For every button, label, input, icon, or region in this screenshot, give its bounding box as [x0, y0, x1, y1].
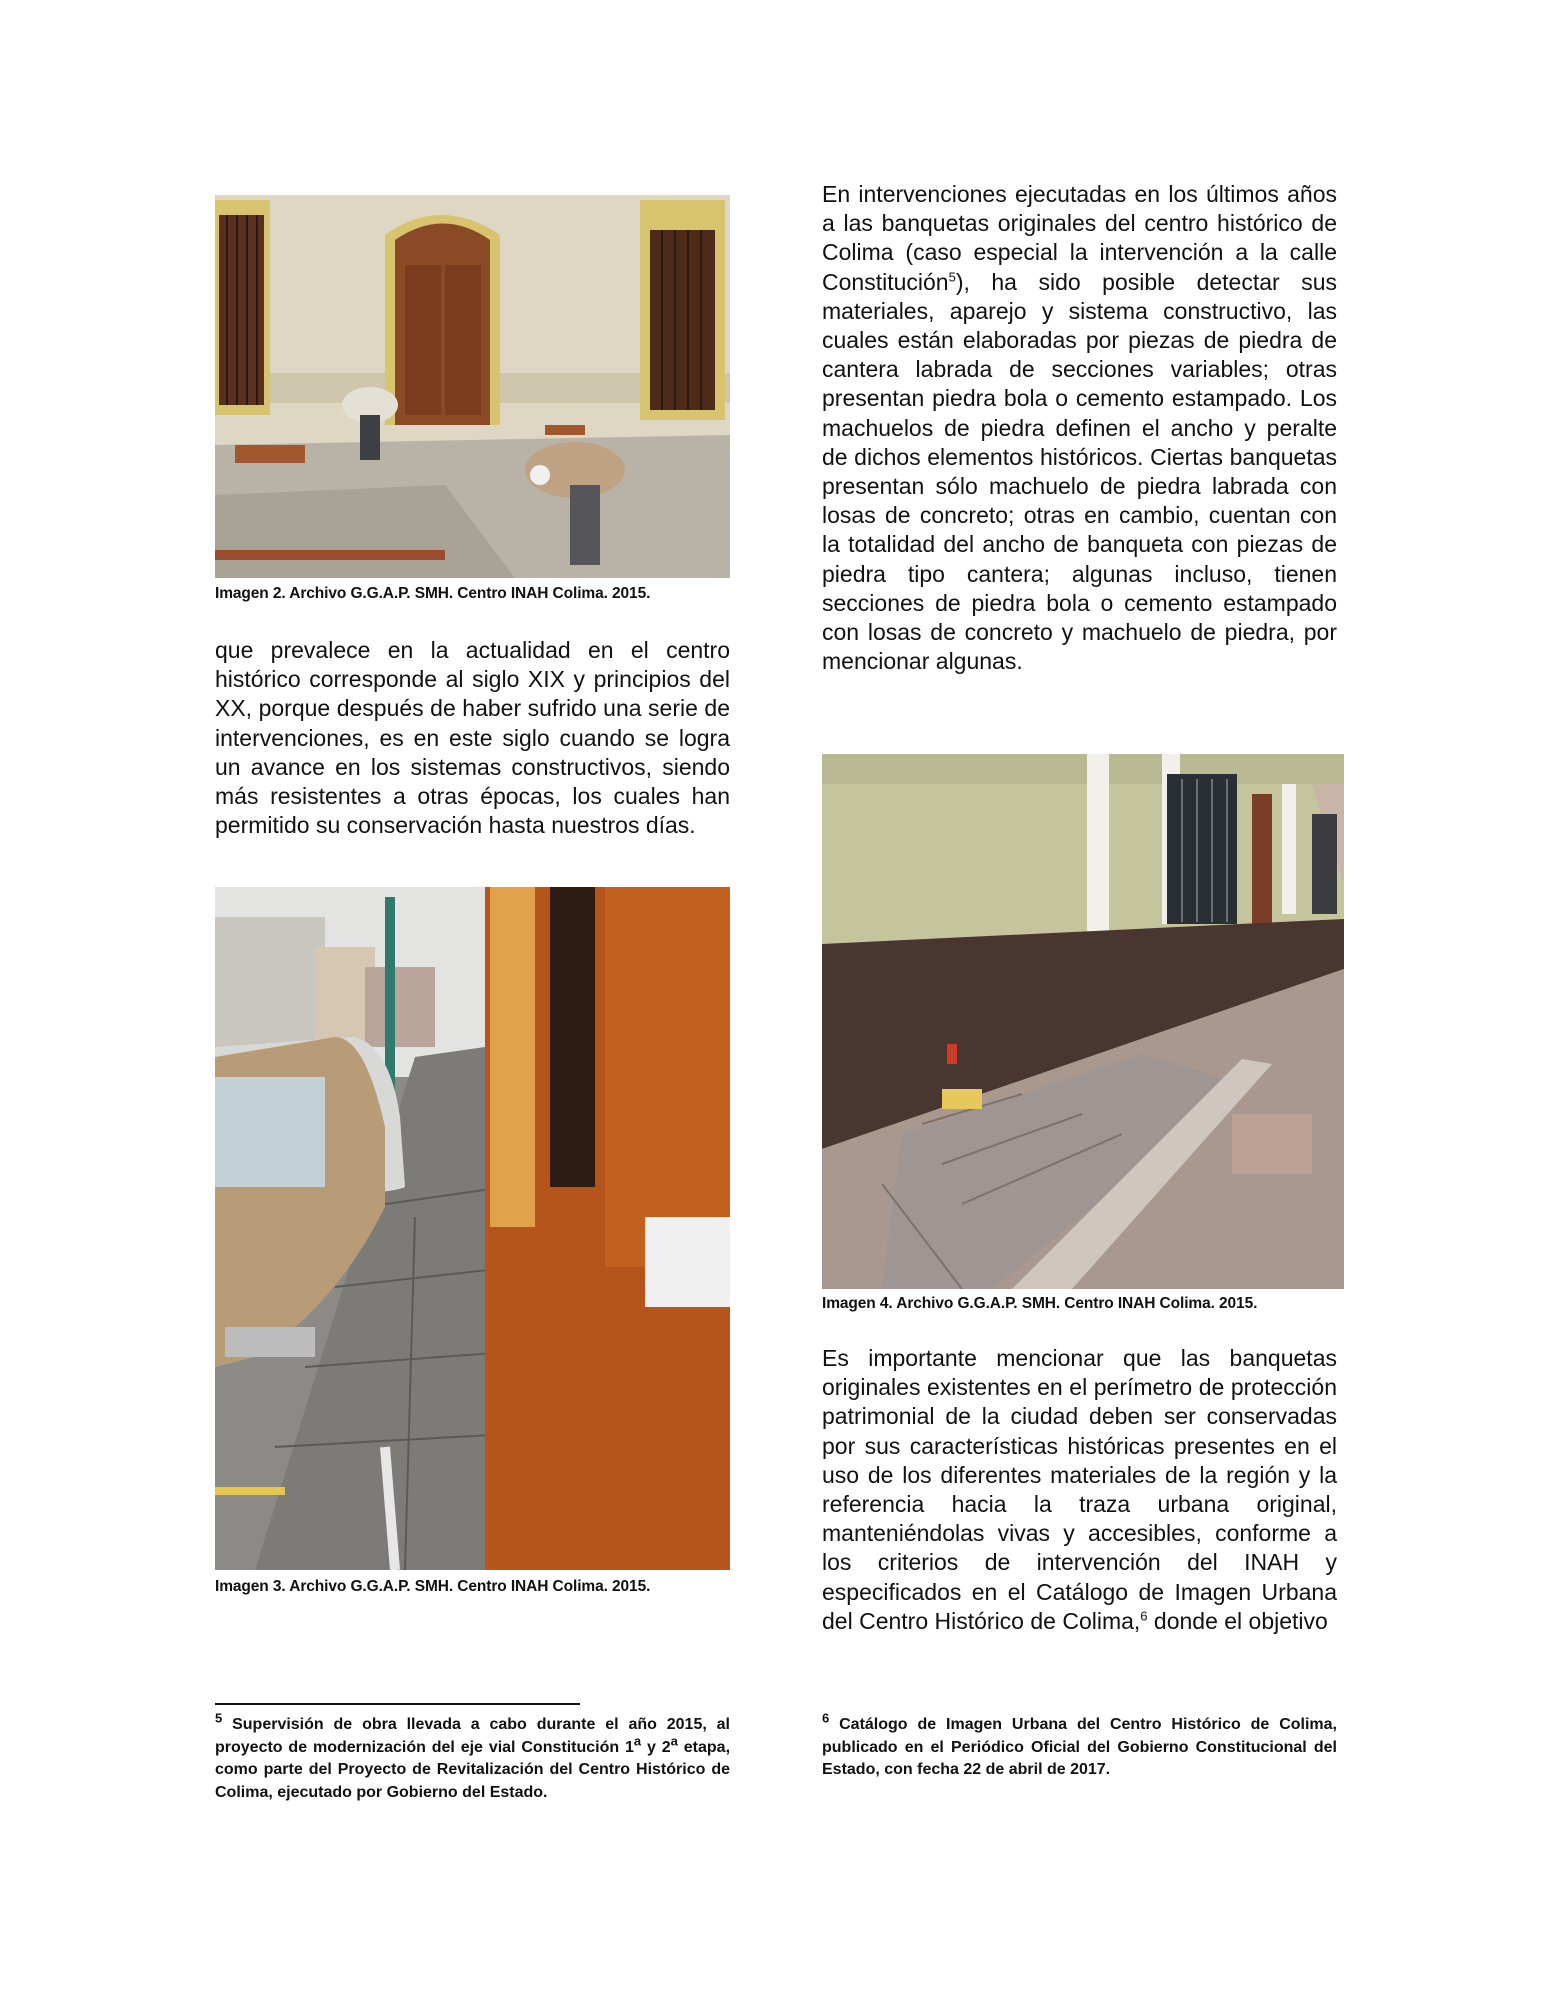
image-4-caption: Imagen 4. Archivo G.G.A.P. SMH. Centro INAH Colima. 2015.	[822, 1295, 1258, 1312]
image-4-sidewalk-photo	[822, 754, 1344, 1289]
right-paragraph-1	[822, 180, 1337, 676]
footnote-5	[215, 1710, 731, 1804]
footnote-5-text-mid: y 2	[641, 1738, 671, 1756]
footnote-6-text: Catálogo de Imagen Urbana del Centro Histórico de Colima, publicado en el Periódico Oficial del Gobierno Constitucional del Estado, con fecha 22 de abril de 2017.	[822, 1716, 1337, 1778]
footnote-5-ordinal-1: a	[633, 1733, 642, 1749]
right-paragraph-2-continued: donde el objetivo	[1147, 1607, 1328, 1634]
right-paragraph-2-text: Es importante mencionar que las banquetas originales existentes en el perímetro de protección patrimonial de la ciudad deben ser conservadas por sus características históricas presentes en el uso de los diferentes materiales de la región y la referencia hacia la traza urbana original, manteniéndolas vivas y accesibles, conforme a los criterios de intervención del INAH y especificados en el Catálogo de Imagen Urbana del Centro Histórico de Colima,	[822, 1345, 1337, 1634]
image-2-facade-photo	[215, 195, 730, 578]
right-paragraph-1-continued: ), ha sido posible detectar sus materiales, aparejo y sistema constructivo, las cuales están elaboradas por piezas de piedra de cantera labrada de secciones variables; otras presentan piedra bola o cemento estampado. Los machuelos de piedra definen el ancho y peralte de dichos elementos históricos. Ciertas banquetas presentan sólo machuelo de piedra labrada con losas de concreto; otras en cambio, cuentan con la totalidad del ancho de banqueta con piezas de piedra tipo cantera; algunas incluso, tienen secciones de piedra bola o cemento estampado con losas de concreto y machuelo de piedra, por mencionar algunas.	[822, 268, 1337, 675]
right-paragraph-1-text: En intervenciones ejecutadas en los últimos años a las banquetas originales del centro histórico de Colima (caso especial la intervención a la calle Constitución	[822, 181, 1337, 295]
right-paragraph-2	[822, 1344, 1337, 1636]
footnote-separator	[215, 1703, 580, 1705]
footnote-6	[822, 1710, 1337, 1782]
footnote-ref-6: 6	[1140, 1608, 1148, 1624]
image-3-street-photo	[215, 887, 730, 1570]
footnote-5-text-end: etapa, como parte del Proyecto de Revitalización del Centro Histórico de Colima, ejecutado por Gobierno del Estado.	[215, 1738, 731, 1801]
image-2-caption: Imagen 2. Archivo G.G.A.P. SMH. Centro INAH Colima. 2015.	[215, 585, 651, 602]
footnote-6-number: 6	[822, 1710, 830, 1726]
footnote-ref-5: 5	[948, 268, 956, 284]
footnote-5-text: Supervisión de obra llevada a cabo durante el año 2015, al proyecto de modernización del eje vial Constitución 1	[215, 1716, 730, 1756]
footnote-5-number: 5	[215, 1710, 223, 1726]
left-paragraph: que prevalece en la actualidad en el centro histórico corresponde al siglo XIX y principios del XX, porque después de haber sufrido una serie de intervenciones, es en este siglo cuando se logra un avance en los sistemas constructivos, siendo más resistentes a otras épocas, los cuales han permitido su conservación hasta nuestros días.	[215, 637, 730, 839]
image-3-caption: Imagen 3. Archivo G.G.A.P. SMH. Centro INAH Colima. 2015.	[215, 1578, 651, 1595]
footnote-5-ordinal-2: a	[670, 1733, 678, 1749]
